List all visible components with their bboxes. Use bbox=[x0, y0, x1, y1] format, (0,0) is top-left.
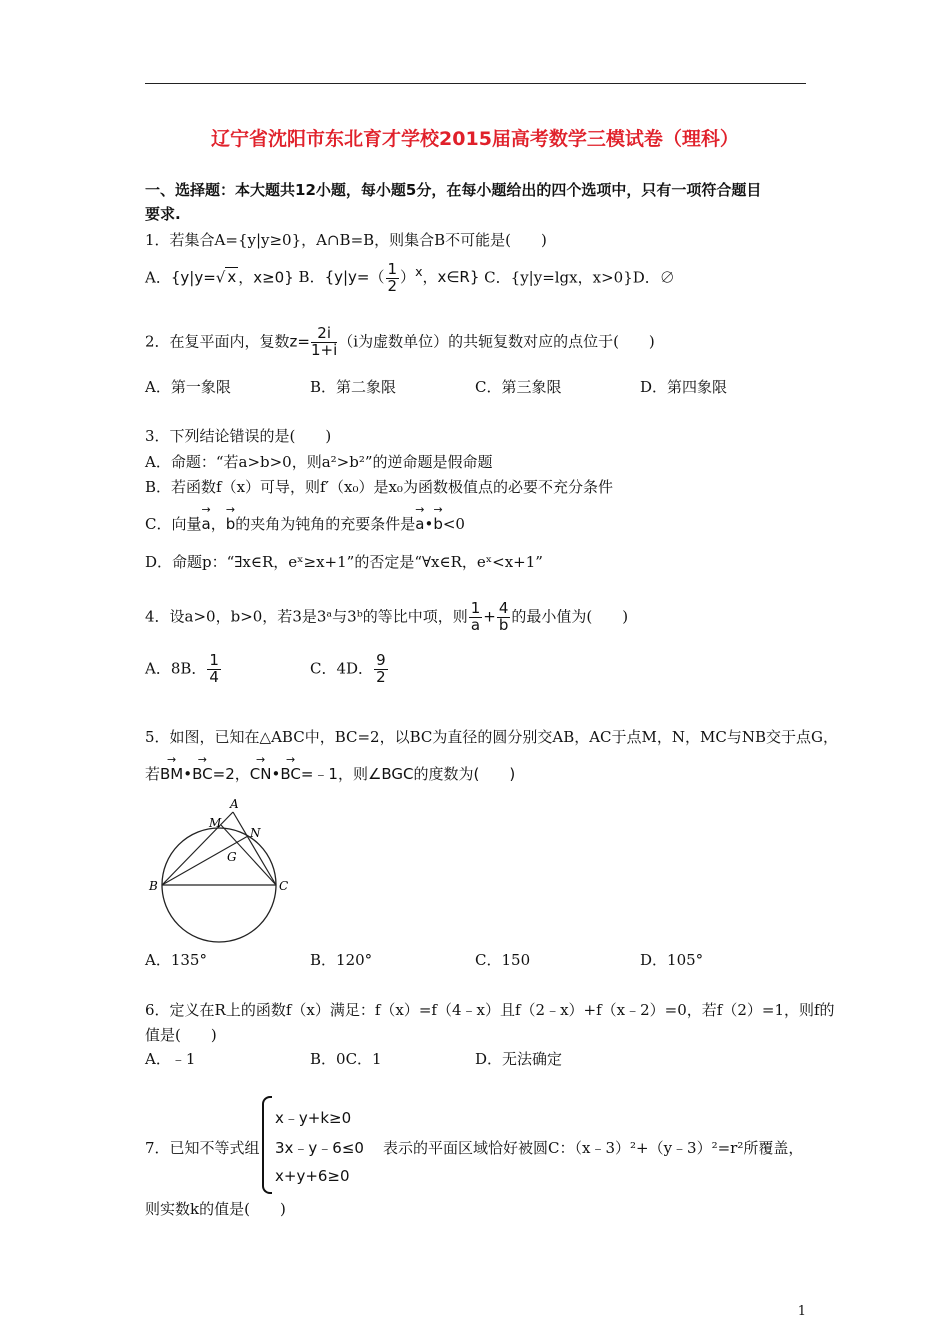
section-heading-cont: 要求. bbox=[145, 205, 181, 223]
q7-stem-pre: 7．已知不等式组 bbox=[145, 1139, 260, 1157]
q7-stem-post: 表示的平面区域恰好被圆C：（x﹣3）²+（y﹣3）²=r²所覆盖， bbox=[383, 1139, 804, 1157]
q1-option-b: B．{y|y=（ $\frac{1}{2}$ ）$^x$，x∈R} bbox=[298, 260, 480, 295]
q4-options-cd: C．4D． $\frac{9}{2}$ bbox=[310, 651, 386, 686]
q4-stem: 4．设a>0，b>0，若3是3ᵃ与3ᵇ的等比中项，则 $\frac{1}{a}$ + $\frac{4}{b}$ 的最小值为( ) bbox=[145, 599, 629, 634]
q6-stem-cont: 值是( ) bbox=[145, 1026, 217, 1044]
q2-option-c: C．第三象限 bbox=[475, 378, 562, 396]
q2-option-d: D．第四象限 bbox=[640, 378, 728, 396]
q6-stem: 6．定义在R上的函数f（x）满足：f（x）=f（4﹣x）且f（2﹣x）+f（x﹣2）=0，若f（2）=1，则f的 bbox=[145, 1001, 835, 1019]
section-heading: 一、选择题：本大题共12小题，每小题5分，在每小题给出的四个选项中，只有一项符合题目 bbox=[145, 181, 762, 199]
q5-figure bbox=[145, 795, 295, 950]
q1-options bbox=[145, 262, 675, 295]
q1-stem: 1．若集合A={y|y≥0}，A∩B=B，则集合B不可能是( ) bbox=[145, 231, 547, 249]
label-b: B bbox=[149, 879, 158, 893]
page-title: 辽宁省沈阳市东北育才学校2015届高考数学三模试卷（理科） bbox=[211, 128, 739, 150]
q5-option-c: C．150 bbox=[475, 951, 531, 969]
q3-option-c: C．向量→ a，→ b的夹角为钝角的充要条件是→ a•→ b<0 bbox=[145, 513, 465, 534]
label-c: C bbox=[279, 879, 289, 893]
q5-option-d: D．105° bbox=[640, 951, 704, 969]
q4-options-ab: A．8B． $\frac{1}{4}$ bbox=[145, 651, 219, 686]
q6-option-bc: B．0C．1 bbox=[310, 1050, 382, 1068]
q2-option-b: B．第二象限 bbox=[310, 378, 397, 396]
q6-option-a: A．﹣1 bbox=[145, 1050, 196, 1068]
q7-inequality-3: x+y+6≥0 bbox=[275, 1167, 350, 1185]
q7-stem-cont: 则实数k的值是( ) bbox=[145, 1200, 286, 1218]
header-rule bbox=[145, 83, 806, 84]
label-m: M bbox=[209, 816, 222, 830]
segment-ba bbox=[162, 812, 233, 885]
q5-option-a: A．135° bbox=[145, 951, 207, 969]
q7-system-brace bbox=[262, 1096, 272, 1194]
q2-option-a: A．第一象限 bbox=[145, 378, 231, 396]
q7-inequality-1: x﹣y+k≥0 bbox=[275, 1109, 352, 1127]
q5-stem: 5．如图，已知在△ABC中，BC=2，以BC为直径的圆分别交AB，AC于点M，N，MC与NB交于点G， bbox=[145, 728, 838, 746]
q1-option-a: A．{y|y=√ x ，x≥0} bbox=[145, 268, 294, 287]
label-n: N bbox=[250, 826, 261, 840]
q1-option-c: C．{y|y=lgx，x>0} bbox=[484, 268, 633, 287]
segment-ac bbox=[233, 812, 276, 885]
q7-inequality-2: 3x﹣y﹣6≤0 bbox=[275, 1139, 364, 1157]
q3-option-b: B．若函数f（x）可导，则f′（x₀）是x₀为函数极值点的必要不充分条件 bbox=[145, 478, 613, 496]
q6-option-d: D．无法确定 bbox=[475, 1050, 563, 1068]
label-a: A bbox=[230, 797, 239, 811]
q1-option-d: D．∅ bbox=[632, 268, 675, 287]
q3-stem: 3．下列结论错误的是( ) bbox=[145, 427, 332, 445]
page-number: 1 bbox=[797, 1304, 806, 1319]
label-g: G bbox=[227, 850, 237, 864]
q5-option-b: B．120° bbox=[310, 951, 373, 969]
q3-option-a: A．命题：“若a>b>0，则a²>b²”的逆命题是假命题 bbox=[145, 453, 493, 471]
q5-condition: 若→ BM•→ BC=2，→ CN•→ BC=﹣1，则∠BGC的度数为( ) bbox=[145, 763, 515, 784]
q2-stem: 2．在复平面内，复数z= $\frac{2i}{1+i}$ （i为虚数单位）的共轭复数对应的点位于( ) bbox=[145, 324, 655, 359]
q3-option-d: D．命题p：“∃x∈R，eˣ≥x+1”的否定是“∀x∈R，eˣ<x+1” bbox=[145, 553, 543, 571]
